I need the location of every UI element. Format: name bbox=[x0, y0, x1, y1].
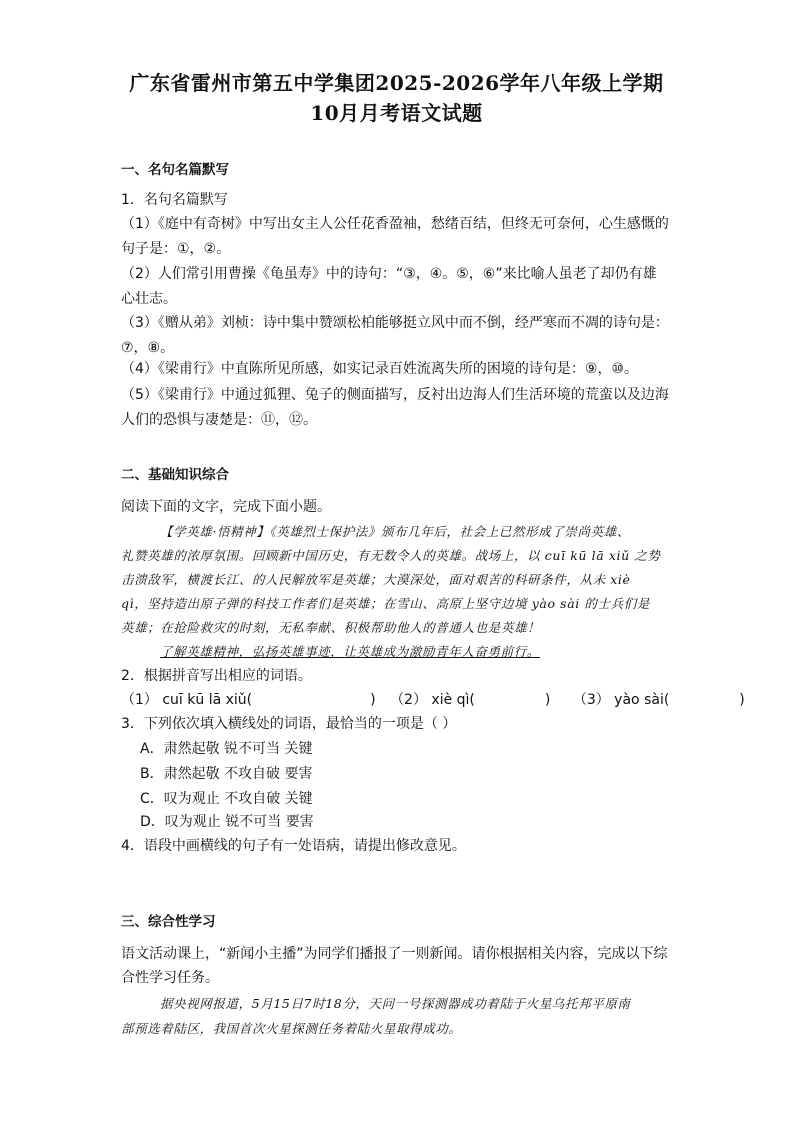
underlined-sentence: 了解英雄精神，弘扬英雄事迹，让英雄成为激励青年人奋勇前行。 bbox=[160, 644, 540, 659]
question-1-line: 心壮志。 bbox=[121, 291, 177, 307]
section-3-heading: 三、综合性学习 bbox=[121, 914, 216, 930]
passage-line: qì，坚持造出原子弹的科技工作者们是英雄；在雪山、高原上坚守边境 yào sài 的士兵们是 bbox=[121, 596, 650, 611]
exam-title-line-1: 广东省雷州市第五中学集团2025-2026学年八年级上学期 bbox=[129, 71, 664, 95]
news-line: 部预选着陆区，我国首次火星探测任务着陆火星取得成功。 bbox=[121, 1021, 462, 1036]
passage-line: 击溃敌军，横渡长江、的人民解放军是英雄；大漠深处，面对艰苦的科研条件，从未 xiè bbox=[121, 572, 631, 587]
question-1-line: 人们的恐惧与凄楚是：⑪，⑫。 bbox=[121, 412, 317, 428]
passage-line: 英雄；在抢险救灾的时刻，无私奉献、积极帮助他人的普通人也是英雄！ bbox=[121, 620, 541, 635]
question-1-title: 1．名句名篇默写 bbox=[121, 192, 228, 208]
question-2-blanks bbox=[121, 690, 745, 710]
q2-item-1-label: （1） cuī kū lā xiǔ( bbox=[121, 692, 253, 708]
question-1-line: （5）《梁甫行》中通过狐狸、兔子的侧面描写，反衬出边海人们生活环境的荒蛮以及边海 bbox=[121, 387, 669, 403]
question-1-line: ⑦，⑧。 bbox=[121, 340, 175, 356]
section-1-heading: 一、名句名篇默写 bbox=[121, 162, 229, 178]
exam-title-line-2: 10月月考语文试题 bbox=[310, 101, 483, 125]
question-1-line: 句子是：①，②。 bbox=[121, 241, 231, 257]
question-3-title: 3．下列依次填入横线处的词语，最恰当的一项是（ ） bbox=[121, 716, 457, 732]
question-1-line: （3）《赠从弟》刘桢：诗中集中赞颂松柏能够挺立风中而不倒，经严寒而不凋的诗句是： bbox=[121, 315, 669, 331]
question-1-line: （4）《梁甫行》中直陈所见所感，如实记录百姓流离失所的困境的诗句是：⑨，⑩。 bbox=[121, 361, 639, 377]
passage-line: 礼赞英雄的浓厚氛围。回顾新中国历史，有无数令人的英雄。战场上，以 cuī kū lā xiǔ 之势 bbox=[121, 548, 661, 563]
question-1-line: （1）《庭中有奇树》中写出女主人公任花香盈袖，愁绪百结，但终无可奈何，心生感慨的 bbox=[121, 216, 669, 232]
question-2-title: 2．根据拼音写出相应的词语。 bbox=[121, 668, 312, 684]
section-3-intro-line: 语文活动课上，“新闻小主播”为同学们播报了一则新闻。请你根据相关内容，完成以下综 bbox=[121, 946, 668, 962]
q2-item-3-close: ) bbox=[739, 692, 745, 708]
reading-intro: 阅读下面的文字，完成下面小题。 bbox=[121, 499, 331, 515]
q2-item-2-label: （2） xiè qì( bbox=[390, 692, 475, 708]
news-line: 据央视网报道，5月15日7时18分，天问一号探测器成功着陆于火星乌托邦平原南 bbox=[160, 996, 631, 1011]
section-3-intro-line: 合性学习任务。 bbox=[121, 970, 219, 986]
question-1-line: （2）人们常引用曹操《龟虽寿》中的诗句：“③，④。⑤，⑥”来比喻人虽老了却仍有雄 bbox=[121, 266, 657, 282]
q3-option-c[interactable]: C．叹为观止 不攻自破 关键 bbox=[140, 791, 313, 807]
q2-item-3-label: （3） yào sài( bbox=[572, 692, 670, 708]
q3-option-a[interactable]: A．肃然起敬 锐不可当 关键 bbox=[140, 741, 313, 757]
q3-option-d[interactable]: D．叹为观止 锐不可当 要害 bbox=[140, 814, 314, 830]
question-4-title: 4．语段中画横线的句子有一处语病，请提出修改意见。 bbox=[121, 838, 466, 854]
section-2-heading: 二、基础知识综合 bbox=[121, 467, 229, 483]
q3-option-b[interactable]: B．肃然起敬 不攻自破 要害 bbox=[140, 766, 313, 782]
passage-line: 【学英雄·悟精神】《英雄烈士保护法》颁布几年后，社会上已然形成了崇尚英雄、 bbox=[160, 524, 630, 539]
q2-item-2-close: ) bbox=[544, 692, 551, 708]
q2-item-1-close: ) bbox=[370, 692, 376, 708]
